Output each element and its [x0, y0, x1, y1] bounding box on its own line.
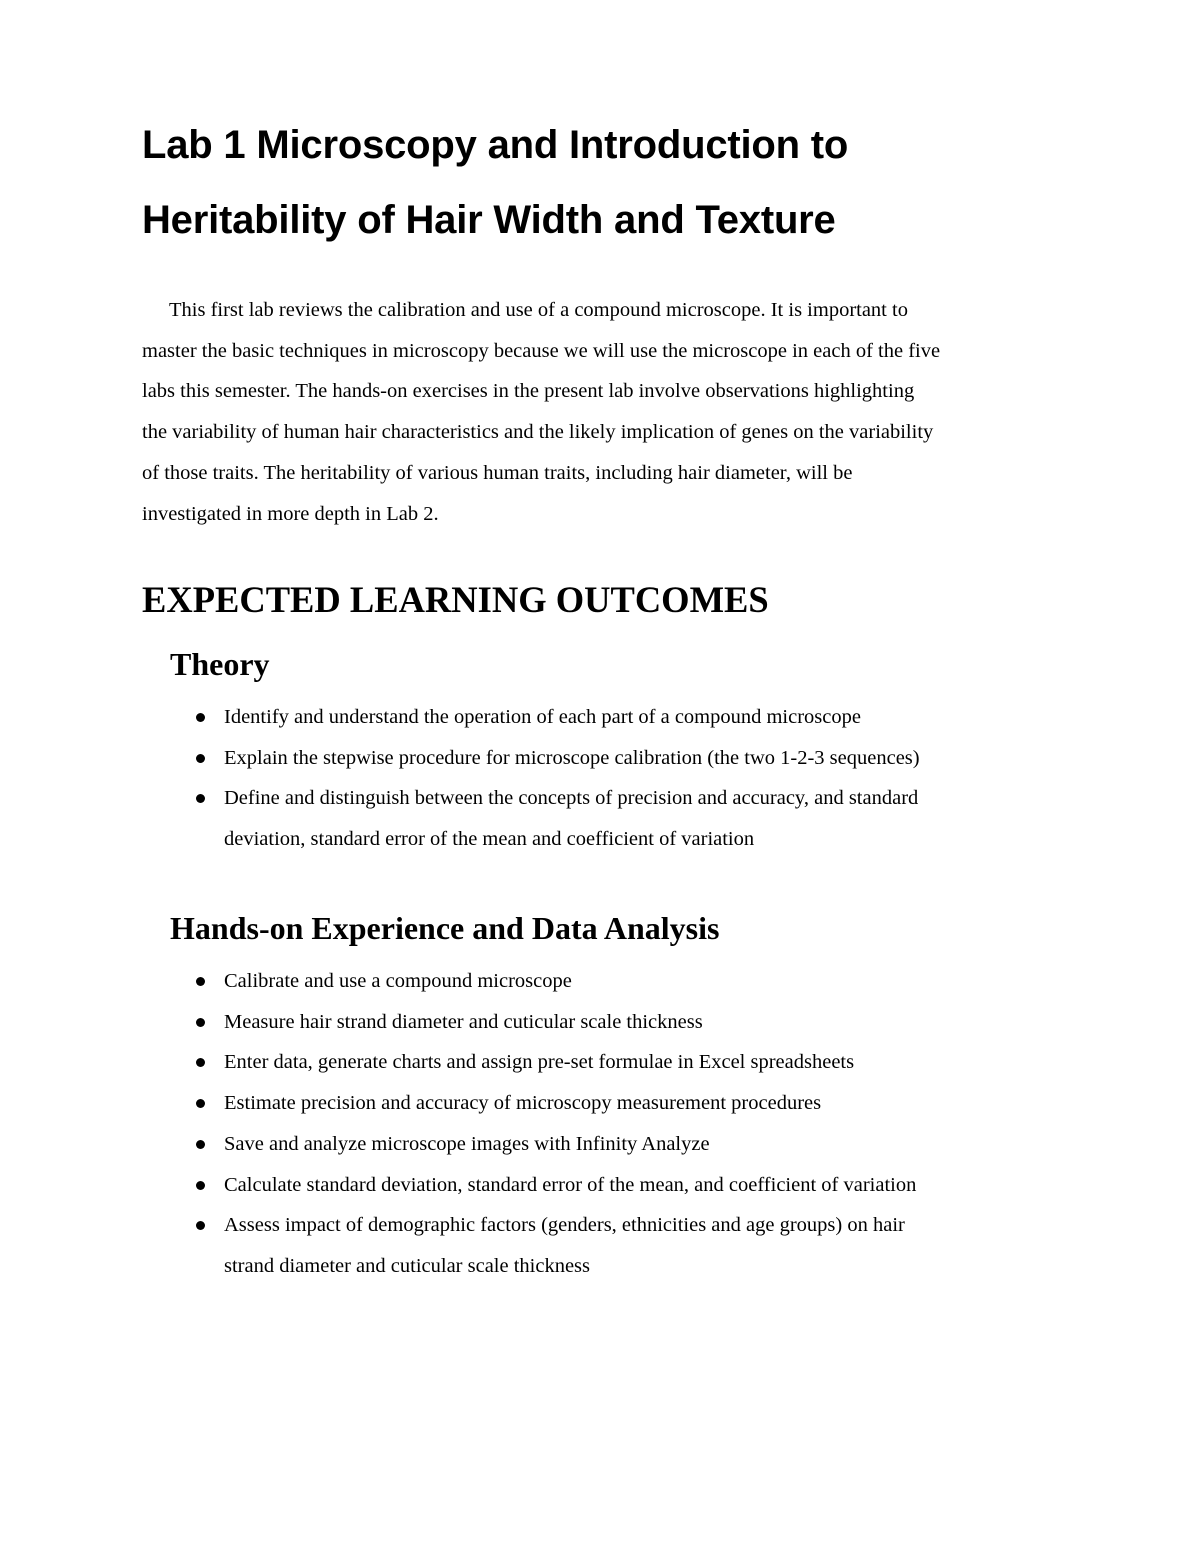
list-item-text: Estimate precision and accuracy of microscopy measurement procedures: [224, 1092, 822, 1115]
bullet-icon: [196, 1018, 205, 1027]
list-item: [195, 738, 1095, 779]
intro-paragraph: [142, 290, 1072, 534]
bullet-icon: [196, 1181, 205, 1190]
list-item-text: Explain the stepwise procedure for microscope calibration (the two 1-2-3 sequences): [224, 746, 920, 769]
list-item: [195, 1165, 1095, 1206]
page-title-line: Heritability of Hair Width and Texture: [142, 198, 836, 242]
bullet-icon: [196, 1221, 205, 1230]
list-item-text: strand diameter and cuticular scale thickness: [224, 1254, 591, 1277]
intro-line: master the basic techniques in microscopy because we will use the microscope in each of the five: [142, 339, 941, 362]
list-item: [195, 1124, 1095, 1165]
list-item: [195, 1042, 1095, 1083]
theory-heading: Theory: [170, 646, 270, 682]
page-title: [142, 108, 1102, 258]
list-item: [195, 1083, 1095, 1124]
list-item-text: Calculate standard deviation, standard error of the mean, and coefficient of variation: [224, 1173, 917, 1196]
list-item-text: Assess impact of demographic factors (genders, ethnicities and age groups) on hair: [224, 1214, 905, 1237]
list-item: [195, 778, 1095, 859]
bullet-icon: [196, 713, 205, 722]
intro-line: investigated in more depth in Lab 2.: [142, 502, 439, 525]
bullet-icon: [196, 754, 205, 763]
list-item: [195, 1205, 1095, 1286]
hands-on-heading: Hands-on Experience and Data Analysis: [170, 910, 720, 946]
bullet-icon: [196, 794, 205, 803]
list-item-text: Save and analyze microscope images with Infinity Analyze: [224, 1132, 710, 1155]
hands-on-outcomes-list: [195, 961, 1095, 1287]
list-item: [195, 1002, 1095, 1043]
intro-line: labs this semester. The hands-on exercises in the present lab involve observations highlighting: [142, 380, 915, 403]
list-item: [195, 961, 1095, 1002]
list-item: [195, 697, 1095, 738]
intro-line: This first lab reviews the calibration and use of a compound microscope. It is important to: [169, 299, 908, 321]
list-item-text: Measure hair strand diameter and cuticular scale thickness: [224, 1010, 703, 1033]
bullet-icon: [196, 1099, 205, 1108]
page-title-line: Lab 1 Microscopy and Introduction to: [142, 123, 849, 167]
bullet-icon: [196, 977, 205, 986]
list-item-text: Identify and understand the operation of each part of a compound microscope: [224, 706, 861, 728]
bullet-icon: [196, 1058, 205, 1067]
intro-line: the variability of human hair characteristics and the likely implication of genes on the variability: [142, 421, 934, 444]
intro-line: of those traits. The heritability of various human traits, including hair diameter, will be: [142, 461, 853, 484]
bullet-icon: [196, 1140, 205, 1149]
list-item-text: Define and distinguish between the concepts of precision and accuracy, and standard: [224, 787, 919, 810]
theory-outcomes-list: [195, 697, 1095, 860]
list-item-text: Calibrate and use a compound microscope: [224, 970, 572, 992]
outcomes-heading: EXPECTED LEARNING OUTCOMES: [142, 579, 769, 620]
list-item-text: deviation, standard error of the mean and coefficient of variation: [224, 828, 755, 851]
list-item-text: Enter data, generate charts and assign pre-set formulae in Excel spreadsheets: [224, 1051, 855, 1074]
